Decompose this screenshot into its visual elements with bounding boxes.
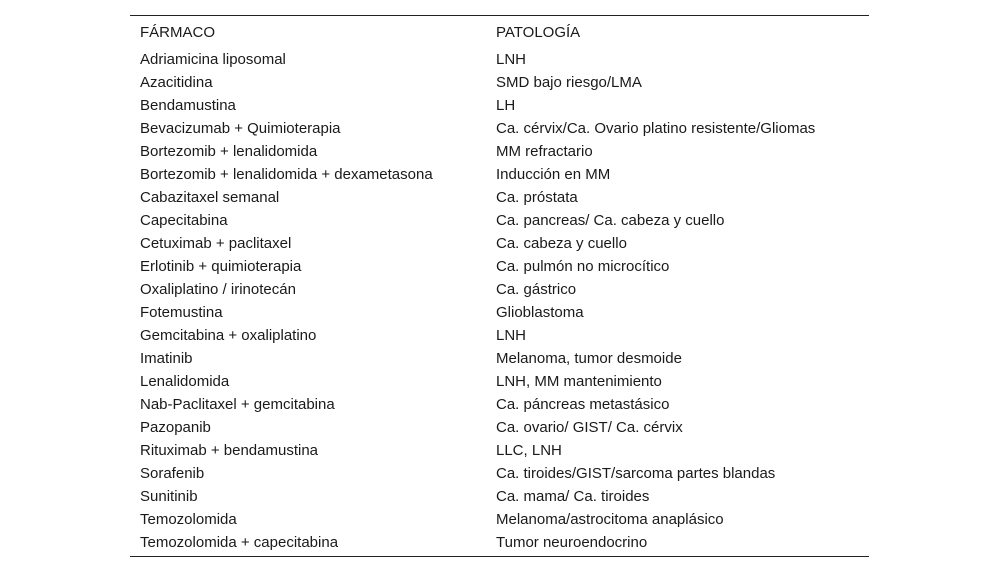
drug-cell: Pazopanib xyxy=(140,419,211,436)
pathology-cell: Melanoma/astrocitoma anaplásico xyxy=(496,511,724,528)
header-pathology: PATOLOGÍA xyxy=(496,24,581,41)
drug-cell: Bevacizumab + Quimioterapia xyxy=(140,120,341,137)
drug-cell: Azacitidina xyxy=(140,74,213,91)
pathology-cell: Ca. cabeza y cuello xyxy=(496,235,627,252)
table-header-row xyxy=(130,16,869,49)
pathology-cell: Ca. cérvix/Ca. Ovario platino resistente/Gliomas xyxy=(496,120,816,137)
drug-cell: Erlotinib + quimioterapia xyxy=(140,258,302,275)
pathology-cell: Melanoma, tumor desmoide xyxy=(496,350,682,367)
header-drug: FÁRMACO xyxy=(140,24,215,41)
drug-cell: Rituximab + bendamustina xyxy=(140,442,319,459)
drug-cell: Capecitabina xyxy=(140,212,228,229)
pathology-cell: Ca. mama/ Ca. tiroides xyxy=(496,488,650,505)
pathology-cell: Glioblastoma xyxy=(496,304,584,321)
table-row xyxy=(130,186,869,209)
pathology-cell: Ca. ovario/ GIST/ Ca. cérvix xyxy=(496,419,683,436)
table-row xyxy=(130,508,869,531)
drug-cell: Bortezomib + lenalidomida + dexametasona xyxy=(140,166,433,183)
pathology-cell: Ca. próstata xyxy=(496,189,578,206)
drug-cell: Fotemustina xyxy=(140,304,223,321)
drug-cell: Temozolomida xyxy=(140,511,237,528)
pathology-cell: MM refractario xyxy=(496,143,593,160)
pathology-cell: Ca. páncreas metastásico xyxy=(496,396,670,413)
drug-cell: Nab-Paclitaxel + gemcitabina xyxy=(140,396,335,413)
table-row xyxy=(130,232,869,255)
pathology-cell: Inducción en MM xyxy=(496,166,611,183)
table-row xyxy=(130,278,869,301)
drug-cell: Sorafenib xyxy=(140,465,205,482)
pathology-cell: Ca. tiroides/GIST/sarcoma partes blandas xyxy=(496,465,776,482)
pathology-cell: Ca. pulmón no microcítico xyxy=(496,258,670,275)
drug-cell: Gemcitabina + oxaliplatino xyxy=(140,327,317,344)
table-row xyxy=(130,163,869,186)
pathology-cell: Tumor neuroendocrino xyxy=(496,534,648,551)
table-row xyxy=(130,393,869,416)
drug-cell: Lenalidomida xyxy=(140,373,230,390)
drug-cell: Cabazitaxel semanal xyxy=(140,189,280,206)
table-row xyxy=(130,416,869,439)
table-row xyxy=(130,71,869,94)
table-row xyxy=(130,255,869,278)
drug-cell: Bendamustina xyxy=(140,97,236,114)
table-row xyxy=(130,48,869,71)
table-row xyxy=(130,94,869,117)
table-row xyxy=(130,439,869,462)
drug-cell: Temozolomida + capecitabina xyxy=(140,534,339,551)
table-row xyxy=(130,117,869,140)
table-row xyxy=(130,209,869,232)
table-row xyxy=(130,462,869,485)
pathology-cell: LNH xyxy=(496,51,527,68)
table-body xyxy=(130,48,869,557)
drug-pathology-table-container xyxy=(130,15,869,557)
drug-cell: Bortezomib + lenalidomida xyxy=(140,143,318,160)
drug-cell: Adriamicina liposomal xyxy=(140,51,286,68)
drug-pathology-table xyxy=(130,15,869,557)
table-row xyxy=(130,370,869,393)
pathology-cell: LNH, MM mantenimiento xyxy=(496,373,662,390)
drug-cell: Oxaliplatino / irinotecán xyxy=(140,281,296,298)
pathology-cell: LNH xyxy=(496,327,527,344)
table-row xyxy=(130,531,869,557)
table-row xyxy=(130,324,869,347)
table-row xyxy=(130,140,869,163)
pathology-cell: LH xyxy=(496,97,516,114)
pathology-cell: Ca. pancreas/ Ca. cabeza y cuello xyxy=(496,212,725,229)
table-row xyxy=(130,347,869,370)
table-row xyxy=(130,301,869,324)
table-row xyxy=(130,485,869,508)
pathology-cell: LLC, LNH xyxy=(496,442,562,459)
pathology-cell: Ca. gástrico xyxy=(496,281,577,298)
pathology-cell: SMD bajo riesgo/LMA xyxy=(496,74,642,91)
drug-cell: Cetuximab + paclitaxel xyxy=(140,235,292,252)
drug-cell: Imatinib xyxy=(140,350,193,367)
drug-cell: Sunitinib xyxy=(140,488,198,505)
